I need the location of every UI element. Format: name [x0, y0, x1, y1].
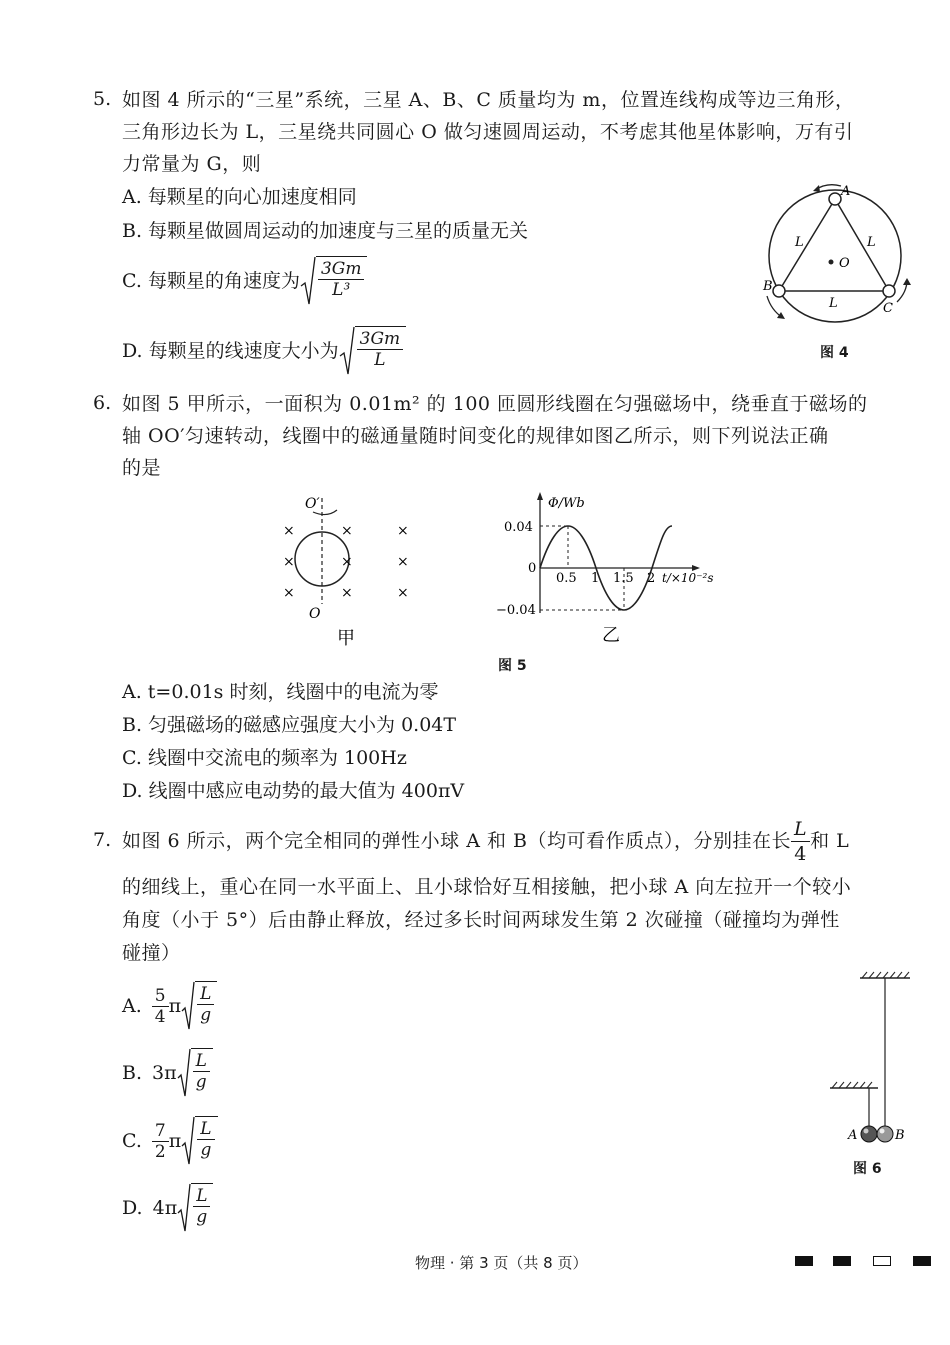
field-mark: ×	[283, 523, 295, 539]
q7-option-c-label: C.	[122, 1130, 142, 1152]
q7-stem-line1-text: 如图 6 所示，两个完全相同的弹性小球 A 和 B（均可看作质点），分别挂在长	[122, 830, 791, 852]
label-side-bottom: L	[829, 296, 838, 311]
y-tick-label: −0.04	[496, 603, 536, 618]
fraction-numerator: 7	[152, 1121, 169, 1142]
mark-hollow	[873, 1256, 891, 1266]
label-a: A	[841, 184, 851, 199]
x-tick-label: 1.5	[613, 571, 634, 586]
sqrt-sign	[181, 981, 217, 1031]
q7-option-b-coefficient: 3π	[152, 1062, 177, 1084]
mark-solid	[795, 1256, 813, 1266]
q6-number: 6.	[93, 392, 112, 414]
label-side-left: L	[795, 235, 804, 250]
y-tick-label: 0.04	[504, 520, 533, 535]
coefficient-fraction	[152, 1121, 169, 1162]
figure-4-caption: 图 4	[820, 345, 849, 361]
sqrt-denominator: g	[200, 1140, 212, 1160]
q5-d-numerator: 3Gm	[357, 329, 404, 350]
fraction-l-over-4	[791, 817, 810, 866]
fraction-numerator: 5	[152, 986, 169, 1007]
sqrt-sign	[177, 1183, 213, 1233]
q7-option-b-label: B.	[122, 1062, 143, 1084]
label-side-right: L	[867, 235, 876, 250]
sqrt-denominator: g	[196, 1207, 208, 1227]
label-o: O	[839, 256, 850, 271]
arrowhead-icon	[777, 312, 785, 319]
q7-stem-line3: 角度（小于 5°）后由静止释放，经过多长时间两球发生第 2 次碰撞（碰撞均为弹性	[122, 909, 840, 931]
star-b	[773, 285, 785, 297]
q7-number: 7.	[93, 829, 112, 851]
x-tick-label: 2	[647, 571, 656, 586]
figure-5-caption: 图 5	[498, 658, 527, 674]
star-a	[829, 193, 841, 205]
q7-stem-line2: 的细线上，重心在同一水平面上、且小球恰好互相接触，把小球 A 向左拉开一个较小	[122, 876, 852, 898]
q5-option-b: B. 每颗星做圆周运动的加速度与三星的质量无关	[122, 220, 529, 242]
sqrt-sign	[300, 256, 368, 306]
footer-marks	[795, 1256, 935, 1268]
page-footer: 物理 · 第 3 页（共 8 页）	[415, 1254, 588, 1272]
y-axis-label: Φ/Wb	[548, 496, 585, 511]
sublabel-jia: 甲	[337, 628, 355, 649]
field-mark: ×	[341, 585, 353, 601]
sqrt-numerator: L	[200, 984, 212, 1004]
label-ball-a: A	[848, 1128, 858, 1143]
sqrt-denominator: g	[195, 1072, 207, 1092]
q7-option-c	[122, 1113, 218, 1169]
q7-stem-line1	[122, 815, 849, 867]
q5-stem-line1: 如图 4 所示的“三星”系统，三星 A、B、C 质量均为 m，位置连线构成等边三角形，	[122, 89, 855, 111]
y-axis-arrow-icon	[537, 492, 543, 500]
field-mark: ×	[397, 585, 409, 601]
figure-6-caption: 图 6	[853, 1161, 882, 1177]
field-mark: ×	[341, 554, 353, 570]
figure-6-pendulum-diagram	[820, 968, 920, 1153]
x-tick-label: 0.5	[556, 571, 577, 586]
label-c: C	[883, 301, 893, 316]
label-o-prime: O′	[305, 496, 320, 512]
q7-option-a-label: A.	[122, 995, 142, 1017]
q7-stem-line4: 碰撞）	[122, 942, 181, 964]
q5-option-a: A. 每颗星的向心加速度相同	[122, 186, 357, 208]
ball-b	[877, 1126, 893, 1142]
field-mark: ×	[283, 585, 295, 601]
ball-a	[861, 1126, 877, 1142]
q5-option-d	[122, 326, 406, 376]
figure-5b-flux-graph	[492, 488, 732, 653]
q7-option-d	[122, 1180, 213, 1236]
ceiling-hatch	[862, 972, 909, 978]
x-tick-label: 1	[591, 571, 600, 586]
label-ball-b: B	[895, 1128, 905, 1143]
sqrt-sign	[181, 1116, 217, 1166]
q6-option-c: C. 线圈中交流电的频率为 100Hz	[122, 747, 407, 769]
q5-d-denominator: L	[374, 350, 386, 370]
q7-option-b	[122, 1045, 213, 1101]
field-mark: ×	[341, 523, 353, 539]
sublabel-yi: 乙	[602, 625, 620, 646]
q7-option-d-label: D.	[122, 1197, 143, 1219]
q5-option-d-text: D. 每颗星的线速度大小为	[122, 340, 339, 362]
sqrt-numerator: L	[195, 1051, 207, 1071]
field-mark: ×	[397, 523, 409, 539]
sqrt-denominator: g	[200, 1005, 212, 1025]
sqrt-numerator: L	[200, 1119, 212, 1139]
fraction-numerator: L	[793, 817, 808, 840]
q5-number: 5.	[93, 88, 112, 110]
pi-symbol: π	[168, 995, 182, 1017]
q7-stem-line1-tail: 和 L	[810, 830, 850, 852]
label-o: O	[309, 606, 321, 622]
sqrt-sign	[177, 1048, 213, 1098]
center-o-dot	[829, 260, 834, 265]
mark-solid	[913, 1256, 931, 1266]
q5-c-numerator: 3Gm	[318, 259, 365, 280]
q5-option-c-text: C. 每颗星的角速度为	[122, 270, 300, 292]
q6-stem-line1: 如图 5 甲所示，一面积为 0.01m² 的 100 匝圆形线圈在匀强磁场中，绕垂直于磁场的	[122, 393, 868, 415]
y-tick-label: 0	[528, 561, 537, 576]
q6-stem-line3: 的是	[122, 457, 162, 479]
figure-5a-coil-diagram	[275, 492, 420, 652]
figure-4-three-star-diagram	[755, 178, 920, 333]
arrowhead-icon	[903, 278, 911, 285]
q6-option-a: A. t=0.01s 时刻，线圈中的电流为零	[122, 681, 439, 703]
field-mark: ×	[397, 554, 409, 570]
fraction-denominator: 4	[794, 842, 807, 865]
q5-c-denominator: L³	[332, 280, 351, 300]
sqrt-numerator: L	[196, 1186, 208, 1206]
coefficient-fraction	[152, 986, 169, 1027]
star-c	[883, 285, 895, 297]
q5-stem-line2: 三角形边长为 L，三星绕共同圆心 O 做匀速圆周运动，不考虑其他星体影响，万有引	[122, 121, 854, 143]
fraction-denominator: 2	[154, 1141, 166, 1162]
q6-stem-line2: 轴 OO′匀速转动，线圈中的磁通量随时间变化的规律如图乙所示，则下列说法正确	[122, 425, 829, 447]
q7-option-d-coefficient: 4π	[152, 1197, 178, 1219]
q7-option-a	[122, 978, 217, 1034]
q5-option-c	[122, 256, 367, 306]
q5-stem-line3: 力常量为 G，则	[122, 153, 262, 175]
x-axis-label: t/×10⁻²s	[662, 571, 714, 585]
ball-a-highlight	[864, 1129, 869, 1134]
ceiling-short-hatch	[832, 1082, 872, 1088]
q6-option-d: D. 线圈中感应电动势的最大值为 400πV	[122, 780, 465, 802]
field-mark: ×	[283, 554, 295, 570]
pi-symbol: π	[168, 1130, 182, 1152]
fraction-denominator: 4	[154, 1006, 166, 1027]
ball-b-highlight	[880, 1129, 885, 1134]
arrowhead-icon	[813, 185, 820, 192]
sqrt-sign	[339, 326, 407, 376]
mark-solid	[833, 1256, 851, 1266]
q6-option-b: B. 匀强磁场的磁感应强度大小为 0.04T	[122, 714, 457, 736]
label-b: B	[763, 279, 773, 294]
